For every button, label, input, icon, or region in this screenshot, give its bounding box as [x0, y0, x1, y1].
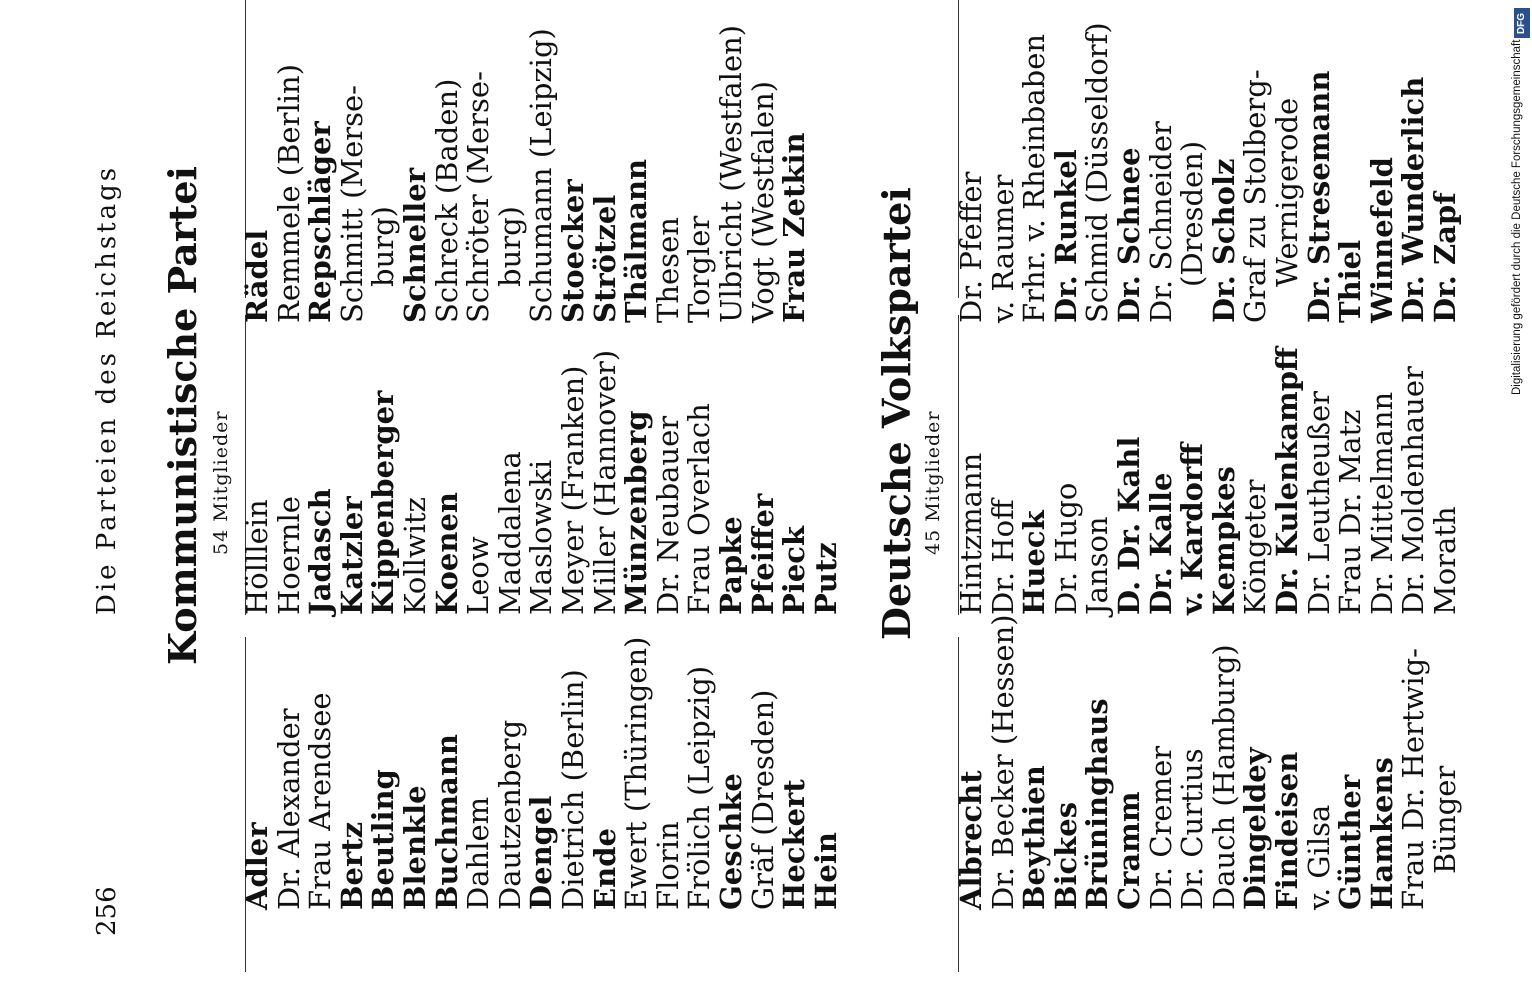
member-name: Frhr. v. Rheinbaben: [1017, 33, 1052, 323]
member-name: Dahlem: [461, 796, 496, 910]
member-name: Pfeiffer: [745, 493, 780, 615]
member-name: Bickes: [1048, 801, 1083, 910]
member-name: (Dresden): [1175, 140, 1210, 287]
member-name: Hueck: [1017, 510, 1052, 615]
member-name: Dr. Mittelmann: [1364, 391, 1399, 615]
member-name: Bertz: [334, 821, 369, 910]
member-name: Dr. Kulenkampff: [1269, 347, 1304, 615]
member-name: Florin: [650, 821, 685, 910]
member-name: Cramm: [1111, 791, 1146, 910]
member-name: v. Kardorff: [1175, 442, 1210, 615]
member-name: Dr. Becker (Hessen): [985, 614, 1020, 910]
dvp-column-3: [956, 22, 1462, 323]
member-name: Dr. Schnee: [1111, 147, 1146, 323]
member-name: Repschläger: [303, 121, 338, 323]
member-name: v. Raumer: [985, 174, 1020, 323]
funding-note: Digitalisierung gefördert durch die Deutsche Forschungsgemeinschaft: [1511, 39, 1523, 395]
dfg-logo-text: DFG: [1516, 12, 1528, 34]
member-name: Beythien: [1017, 765, 1052, 910]
member-name: Jadasch: [303, 488, 338, 615]
member-name: Frau Arendsee: [303, 692, 338, 910]
member-name: Wernigerode: [1269, 97, 1304, 287]
member-name: Kollwitz: [397, 497, 432, 615]
member-name: Dingeldey: [1238, 747, 1273, 910]
party-title-dvp: Deutsche Volkspartei: [874, 187, 919, 640]
member-name: Hintzmann: [954, 452, 988, 615]
member-name: v. Gilsa: [1301, 804, 1336, 910]
kpd-column-3: [242, 25, 811, 323]
member-name: Ende: [587, 828, 622, 910]
member-name: D. Dr. Kahl: [1111, 436, 1146, 615]
member-name: Schmitt (Merse-: [334, 85, 369, 323]
member-name: Thälmann: [619, 158, 654, 323]
member-name: Münzenberg: [619, 410, 654, 615]
member-name: Kippenberger: [366, 390, 401, 615]
member-name: Dauch (Hamburg): [1206, 644, 1241, 910]
page-number: 256: [92, 886, 122, 936]
member-name: Kempkes: [1206, 466, 1241, 615]
member-name: Frau Dr. Matz: [1333, 409, 1368, 615]
member-name: Maddalena: [492, 451, 527, 615]
party-title-kpd: Kommunistische Partei: [160, 166, 205, 665]
member-name: Dr. Neubauer: [650, 415, 685, 615]
dvp-column-2: [956, 347, 1462, 615]
member-name: Dr. Alexander: [271, 708, 306, 910]
member-name: Günther: [1333, 774, 1368, 910]
member-name: Dr. Curtius: [1175, 748, 1210, 910]
member-name: Beutling: [366, 769, 401, 910]
funding-sidebar: [1505, 0, 1532, 1000]
dvp-column-1: [956, 614, 1462, 910]
member-count-dvp: 45 Mitglieder: [922, 410, 944, 555]
member-name: Dr. Hoff: [985, 499, 1020, 615]
member-name: Ulbricht (Westfalen): [713, 24, 748, 323]
member-name: Bünger: [1427, 765, 1462, 874]
member-name: Papke: [713, 516, 748, 615]
member-name: Brüninghaus: [1080, 698, 1115, 910]
member-name: Vogt (Westfalen): [745, 80, 780, 323]
dfg-logo: [1514, 8, 1530, 38]
member-name: Remmele (Berlin): [271, 63, 306, 323]
member-name: Pieck: [777, 525, 812, 615]
member-name: Rädel: [240, 229, 274, 323]
member-name: Albrecht: [954, 770, 988, 910]
member-name: burg): [492, 206, 527, 287]
member-name: Dr. Cremer: [1143, 745, 1178, 910]
member-name: Janson: [1080, 516, 1115, 615]
member-name: Dr. Kalle: [1143, 472, 1178, 615]
member-name: Dr. Scholz: [1206, 158, 1241, 323]
member-name: Hein: [808, 832, 843, 910]
member-name: Stoecker: [555, 179, 590, 323]
member-name: Frölich (Leipzig): [682, 665, 717, 910]
member-name: Findeisen: [1269, 751, 1304, 910]
member-name: Schröter (Merse-: [461, 71, 496, 323]
member-name: Dengel: [524, 795, 559, 910]
member-name: Frau Dr. Hertwig-: [1396, 648, 1431, 910]
member-name: Dr. Hugo: [1048, 482, 1083, 615]
member-name: Frau Overlach: [682, 403, 717, 615]
member-name: Graf zu Stolberg-: [1238, 69, 1273, 323]
member-name: Winnefeld: [1364, 157, 1399, 323]
member-name: Strötzel: [587, 194, 622, 323]
member-name: Dr. Zapf: [1427, 192, 1462, 323]
member-name: Dietrich (Berlin): [555, 669, 590, 910]
member-name: Buchmann: [429, 734, 464, 910]
member-name: Dr. Leutheußer: [1301, 390, 1336, 615]
member-name: Meyer (Franken): [555, 365, 590, 615]
member-name: Leow: [461, 536, 496, 615]
member-name: Dr. Runkel: [1048, 149, 1083, 323]
member-name: Heckert: [777, 779, 812, 910]
member-name: Thiel: [1333, 239, 1368, 323]
member-name: Schneller: [397, 168, 432, 323]
member-name: Dr. Pfeffer: [954, 171, 988, 323]
member-name: Dautzenberg: [492, 719, 527, 910]
kpd-column-2: [242, 350, 842, 615]
member-name: Schumann (Leipzig): [524, 28, 559, 323]
member-name: Torgler: [682, 215, 717, 323]
member-name: Hamkens: [1364, 757, 1399, 910]
member-name: Hölllein: [240, 499, 274, 615]
member-name: Gräf (Dresden): [745, 689, 780, 910]
member-name: Geschke: [713, 773, 748, 910]
member-name: Ewert (Thüringen): [619, 636, 654, 910]
member-name: Dr. Wunderlich: [1396, 76, 1431, 323]
member-name: Putz: [808, 542, 843, 615]
member-name: Frau Zetkin: [777, 132, 812, 323]
running-title: Die Parteien des Reichstags: [92, 164, 122, 615]
member-name: Adler: [240, 822, 274, 910]
member-name: Hoernle: [271, 496, 306, 615]
member-name: Maslowski: [524, 459, 559, 615]
member-name: Koenen: [429, 492, 464, 615]
kpd-column-1: [242, 637, 842, 910]
member-name: Dr. Moldenhauer: [1396, 366, 1431, 615]
member-name: Dr. Schneider: [1143, 121, 1178, 323]
member-name: Blenkle: [397, 785, 432, 910]
member-name: Thesen: [650, 217, 685, 323]
member-name: Katzler: [334, 496, 369, 615]
member-name: Morath: [1427, 506, 1462, 615]
member-name: Dr. Stresemann: [1301, 70, 1336, 323]
member-name: Schreck (Baden): [429, 78, 464, 323]
member-count-kpd: 54 Mitglieder: [210, 410, 232, 555]
member-name: Schmid (Düsseldorf): [1080, 22, 1115, 323]
member-name: burg): [366, 206, 401, 287]
member-name: Köngeter: [1238, 479, 1273, 615]
member-name: Miller (Hannover): [587, 349, 622, 615]
